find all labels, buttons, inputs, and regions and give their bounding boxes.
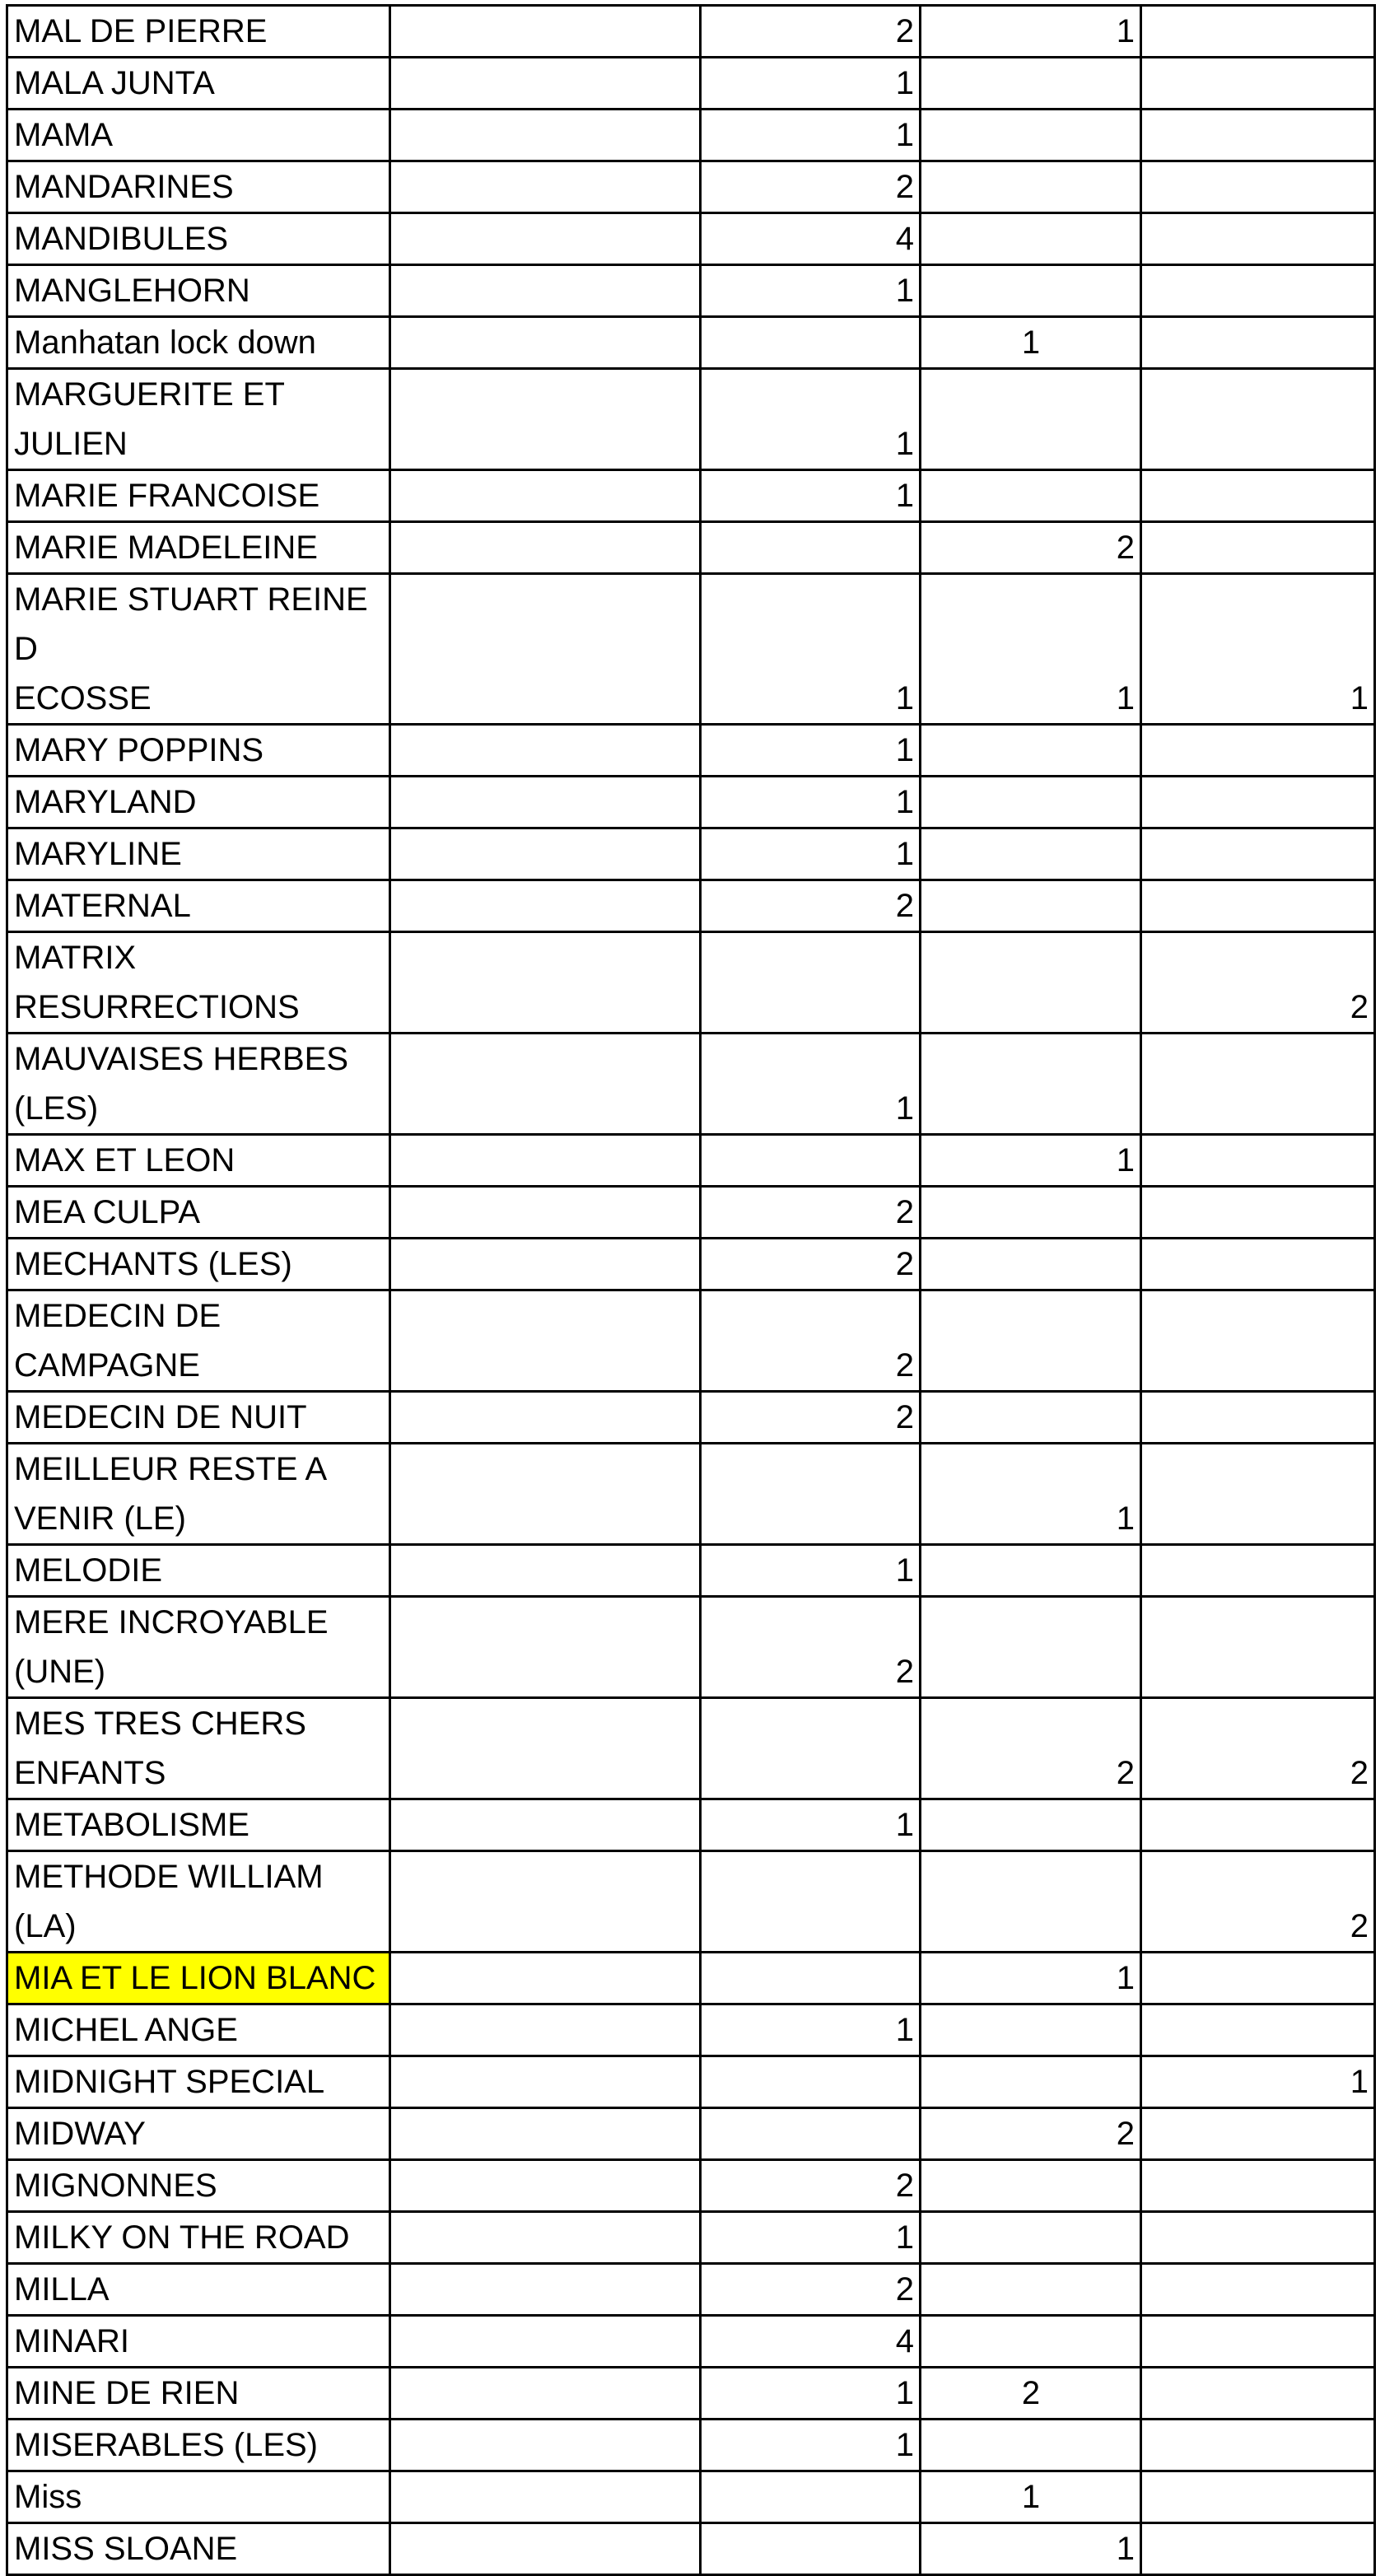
count-cell[interactable]: 1: [701, 1799, 921, 1851]
title-cell[interactable]: MAX ET LEON: [7, 1135, 390, 1187]
count-cell[interactable]: [921, 880, 1141, 932]
count-cell[interactable]: [1141, 2523, 1375, 2575]
count-cell[interactable]: [701, 932, 921, 1034]
count-cell[interactable]: [921, 2420, 1141, 2471]
title-cell[interactable]: MEILLEUR RESTE A VENIR (LE): [7, 1444, 390, 1545]
table-row: [7, 932, 1375, 1034]
count-cell[interactable]: 1: [701, 725, 921, 777]
count-cell[interactable]: [921, 2056, 1141, 2108]
title-cell[interactable]: MANDIBULES: [7, 213, 390, 265]
title-cell[interactable]: Miss: [7, 2471, 390, 2523]
title-cell[interactable]: MIDNIGHT SPECIAL: [7, 2056, 390, 2108]
title-cell[interactable]: MISS SLOANE: [7, 2523, 390, 2575]
count-cell[interactable]: [1141, 828, 1375, 880]
title-cell[interactable]: MINARI: [7, 2316, 390, 2368]
table-row: [7, 522, 1375, 574]
empty-cell[interactable]: [390, 2160, 701, 2212]
title-cell[interactable]: MARIE FRANCOISE: [7, 470, 390, 522]
count-cell[interactable]: 1: [921, 2471, 1141, 2523]
empty-cell[interactable]: [390, 213, 701, 265]
empty-cell[interactable]: [390, 470, 701, 522]
count-cell[interactable]: [921, 1187, 1141, 1239]
table-row: [7, 2108, 1375, 2160]
title-cell[interactable]: MINE DE RIEN: [7, 2368, 390, 2420]
table-row: [7, 777, 1375, 828]
title-cell[interactable]: MAL DE PIERRE: [7, 6, 390, 58]
table-row: [7, 1953, 1375, 2004]
empty-cell[interactable]: [390, 2056, 701, 2108]
count-cell[interactable]: [921, 58, 1141, 110]
count-cell[interactable]: [921, 1290, 1141, 1392]
title-cell[interactable]: MEDECIN DE CAMPAGNE: [7, 1290, 390, 1392]
empty-cell[interactable]: [390, 2264, 701, 2316]
count-cell[interactable]: 2: [921, 2368, 1141, 2420]
empty-cell[interactable]: [390, 1597, 701, 1698]
table-row: [7, 880, 1375, 932]
empty-cell[interactable]: [390, 58, 701, 110]
empty-cell[interactable]: [390, 2212, 701, 2264]
count-cell[interactable]: 1: [921, 574, 1141, 725]
title-cell[interactable]: MIA ET LE LION BLANC: [7, 1953, 390, 2004]
title-cell[interactable]: MIGNONNES: [7, 2160, 390, 2212]
count-cell[interactable]: [921, 1799, 1141, 1851]
empty-cell[interactable]: [390, 1392, 701, 1444]
title-cell[interactable]: MARYLINE: [7, 828, 390, 880]
count-cell[interactable]: 1: [701, 1545, 921, 1597]
count-cell[interactable]: [921, 777, 1141, 828]
count-cell[interactable]: [1141, 1135, 1375, 1187]
count-cell[interactable]: 2: [701, 2160, 921, 2212]
count-cell[interactable]: 1: [701, 265, 921, 317]
count-cell[interactable]: [1141, 317, 1375, 369]
count-cell[interactable]: 1: [701, 1034, 921, 1135]
title-cell[interactable]: MERE INCROYABLE (UNE): [7, 1597, 390, 1698]
table-row: [7, 1034, 1375, 1135]
count-cell[interactable]: [921, 1851, 1141, 1953]
count-cell[interactable]: [701, 2471, 921, 2523]
count-cell[interactable]: [1141, 470, 1375, 522]
title-cell[interactable]: MISERABLES (LES): [7, 2420, 390, 2471]
spreadsheet-table: [6, 4, 1376, 2576]
count-cell[interactable]: [701, 1851, 921, 1953]
title-cell[interactable]: MATERNAL: [7, 880, 390, 932]
empty-cell[interactable]: [390, 1290, 701, 1392]
title-cell[interactable]: MILLA: [7, 2264, 390, 2316]
table-row: [7, 1135, 1375, 1187]
count-cell[interactable]: [701, 1953, 921, 2004]
title-cell[interactable]: MIDWAY: [7, 2108, 390, 2160]
empty-cell[interactable]: [390, 1135, 701, 1187]
title-cell[interactable]: MAMA: [7, 110, 390, 161]
count-cell[interactable]: [1141, 265, 1375, 317]
count-cell[interactable]: [701, 1135, 921, 1187]
count-cell[interactable]: 2: [921, 2108, 1141, 2160]
count-cell[interactable]: [1141, 2368, 1375, 2420]
title-cell[interactable]: METABOLISME: [7, 1799, 390, 1851]
count-cell[interactable]: 2: [1141, 932, 1375, 1034]
count-cell[interactable]: 1: [921, 317, 1141, 369]
empty-cell[interactable]: [390, 2368, 701, 2420]
count-cell[interactable]: 1: [701, 828, 921, 880]
count-cell[interactable]: [701, 2056, 921, 2108]
count-cell[interactable]: [1141, 2160, 1375, 2212]
empty-cell[interactable]: [390, 317, 701, 369]
table-row: [7, 110, 1375, 161]
empty-cell[interactable]: [390, 1698, 701, 1799]
table-row: [7, 1851, 1375, 1953]
title-cell[interactable]: MES TRES CHERS ENFANTS: [7, 1698, 390, 1799]
count-cell[interactable]: [1141, 2420, 1375, 2471]
title-cell[interactable]: MARGUERITE ET JULIEN: [7, 369, 390, 470]
table-row: [7, 1290, 1375, 1392]
empty-cell[interactable]: [390, 110, 701, 161]
count-cell[interactable]: 2: [701, 1597, 921, 1698]
title-cell[interactable]: MAUVAISES HERBES (LES): [7, 1034, 390, 1135]
empty-cell[interactable]: [390, 932, 701, 1034]
count-cell[interactable]: 1: [701, 58, 921, 110]
empty-cell[interactable]: [390, 574, 701, 725]
count-cell[interactable]: 1: [921, 2523, 1141, 2575]
count-cell[interactable]: [1141, 2471, 1375, 2523]
count-cell[interactable]: 4: [701, 2316, 921, 2368]
table-row: [7, 58, 1375, 110]
empty-cell[interactable]: [390, 828, 701, 880]
title-cell[interactable]: MEDECIN DE NUIT: [7, 1392, 390, 1444]
count-cell[interactable]: 1: [701, 777, 921, 828]
table-row: [7, 213, 1375, 265]
count-cell[interactable]: [1141, 2004, 1375, 2056]
empty-cell[interactable]: [390, 369, 701, 470]
count-cell[interactable]: [701, 317, 921, 369]
count-cell[interactable]: 1: [1141, 574, 1375, 725]
count-cell[interactable]: 1: [701, 2368, 921, 2420]
table-row: [7, 2523, 1375, 2575]
count-cell[interactable]: 2: [701, 1392, 921, 1444]
count-cell[interactable]: [921, 2160, 1141, 2212]
table-row: [7, 470, 1375, 522]
title-cell[interactable]: MICHEL ANGE: [7, 2004, 390, 2056]
spreadsheet-body: [7, 6, 1375, 2575]
empty-cell[interactable]: [390, 2316, 701, 2368]
count-cell[interactable]: [1141, 1444, 1375, 1545]
count-cell[interactable]: 1: [921, 6, 1141, 58]
count-cell[interactable]: [1141, 1034, 1375, 1135]
table-row: [7, 2212, 1375, 2264]
count-cell[interactable]: [921, 932, 1141, 1034]
count-cell[interactable]: 1: [701, 2004, 921, 2056]
table-row: [7, 1698, 1375, 1799]
count-cell[interactable]: [921, 2212, 1141, 2264]
count-cell[interactable]: 1: [701, 470, 921, 522]
count-cell[interactable]: [1141, 522, 1375, 574]
count-cell[interactable]: [921, 470, 1141, 522]
empty-cell[interactable]: [390, 1239, 701, 1290]
table-row: [7, 828, 1375, 880]
count-cell[interactable]: 2: [921, 522, 1141, 574]
count-cell[interactable]: [1141, 1953, 1375, 2004]
title-cell[interactable]: MATRIX RESURRECTIONS: [7, 932, 390, 1034]
title-cell[interactable]: MECHANTS (LES): [7, 1239, 390, 1290]
count-cell[interactable]: [1141, 2212, 1375, 2264]
table-row: [7, 2160, 1375, 2212]
count-cell[interactable]: 1: [701, 2420, 921, 2471]
empty-cell[interactable]: [390, 1034, 701, 1135]
count-cell[interactable]: [1141, 1799, 1375, 1851]
count-cell[interactable]: 2: [701, 161, 921, 213]
empty-cell[interactable]: [390, 522, 701, 574]
empty-cell[interactable]: [390, 725, 701, 777]
empty-cell[interactable]: [390, 6, 701, 58]
count-cell[interactable]: 2: [701, 1239, 921, 1290]
title-cell[interactable]: MANDARINES: [7, 161, 390, 213]
table-row: [7, 2264, 1375, 2316]
empty-cell[interactable]: [390, 161, 701, 213]
count-cell[interactable]: 2: [1141, 1851, 1375, 1953]
title-cell[interactable]: MANGLEHORN: [7, 265, 390, 317]
count-cell[interactable]: [921, 828, 1141, 880]
count-cell[interactable]: 2: [701, 1290, 921, 1392]
count-cell[interactable]: [921, 725, 1141, 777]
table-row: [7, 317, 1375, 369]
count-cell[interactable]: [921, 265, 1141, 317]
count-cell[interactable]: 2: [701, 2264, 921, 2316]
count-cell[interactable]: [1141, 1392, 1375, 1444]
count-cell[interactable]: [921, 110, 1141, 161]
count-cell[interactable]: [1141, 1597, 1375, 1698]
title-cell[interactable]: Manhatan lock down: [7, 317, 390, 369]
empty-cell[interactable]: [390, 880, 701, 932]
table-row: [7, 1444, 1375, 1545]
table-row: [7, 265, 1375, 317]
count-cell[interactable]: 1: [921, 1444, 1141, 1545]
count-cell[interactable]: [701, 522, 921, 574]
count-cell[interactable]: [921, 369, 1141, 470]
empty-cell[interactable]: [390, 1545, 701, 1597]
table-row: [7, 1187, 1375, 1239]
table-row: [7, 2056, 1375, 2108]
count-cell[interactable]: [701, 2108, 921, 2160]
title-cell[interactable]: METHODE WILLIAM (LA): [7, 1851, 390, 1953]
count-cell[interactable]: [921, 161, 1141, 213]
count-cell[interactable]: [1141, 2108, 1375, 2160]
count-cell[interactable]: 2: [701, 880, 921, 932]
table-row: [7, 574, 1375, 725]
count-cell[interactable]: 1: [701, 574, 921, 725]
count-cell[interactable]: [1141, 2316, 1375, 2368]
count-cell[interactable]: [1141, 1545, 1375, 1597]
count-cell[interactable]: 1: [701, 2212, 921, 2264]
count-cell[interactable]: [921, 1392, 1141, 1444]
count-cell[interactable]: 4: [701, 213, 921, 265]
empty-cell[interactable]: [390, 777, 701, 828]
count-cell[interactable]: 1: [921, 1953, 1141, 2004]
table-row: [7, 1545, 1375, 1597]
count-cell[interactable]: [921, 213, 1141, 265]
count-cell[interactable]: [1141, 725, 1375, 777]
count-cell[interactable]: [1141, 2264, 1375, 2316]
empty-cell[interactable]: [390, 2523, 701, 2575]
count-cell[interactable]: [1141, 369, 1375, 470]
title-cell[interactable]: MARIE MADELEINE: [7, 522, 390, 574]
table-row: [7, 2368, 1375, 2420]
title-cell[interactable]: MALA JUNTA: [7, 58, 390, 110]
count-cell[interactable]: [1141, 58, 1375, 110]
empty-cell[interactable]: [390, 2471, 701, 2523]
count-cell[interactable]: 1: [1141, 2056, 1375, 2108]
title-cell[interactable]: MARYLAND: [7, 777, 390, 828]
empty-cell[interactable]: [390, 1851, 701, 1953]
table-row: [7, 2420, 1375, 2471]
empty-cell[interactable]: [390, 2420, 701, 2471]
count-cell[interactable]: [921, 2004, 1141, 2056]
count-cell[interactable]: [1141, 161, 1375, 213]
count-cell[interactable]: 1: [921, 1135, 1141, 1187]
count-cell[interactable]: [921, 1545, 1141, 1597]
count-cell[interactable]: [1141, 6, 1375, 58]
count-cell[interactable]: 1: [701, 110, 921, 161]
count-cell[interactable]: [921, 2316, 1141, 2368]
table-row: [7, 1392, 1375, 1444]
count-cell[interactable]: [701, 1698, 921, 1799]
table-row: [7, 2471, 1375, 2523]
title-cell[interactable]: MILKY ON THE ROAD: [7, 2212, 390, 2264]
count-cell[interactable]: [1141, 213, 1375, 265]
table-row: [7, 2004, 1375, 2056]
table-row: [7, 1239, 1375, 1290]
title-cell[interactable]: MARY POPPINS: [7, 725, 390, 777]
count-cell[interactable]: [1141, 110, 1375, 161]
title-cell[interactable]: MELODIE: [7, 1545, 390, 1597]
count-cell[interactable]: 2: [921, 1698, 1141, 1799]
table-row: [7, 1597, 1375, 1698]
count-cell[interactable]: [1141, 1239, 1375, 1290]
count-cell[interactable]: [921, 1034, 1141, 1135]
count-cell[interactable]: [701, 1444, 921, 1545]
title-cell[interactable]: MARIE STUART REINE D ECOSSE: [7, 574, 390, 725]
empty-cell[interactable]: [390, 2004, 701, 2056]
count-cell[interactable]: 2: [701, 1187, 921, 1239]
count-cell[interactable]: [1141, 777, 1375, 828]
count-cell[interactable]: [921, 2264, 1141, 2316]
empty-cell[interactable]: [390, 1187, 701, 1239]
table-row: [7, 161, 1375, 213]
table-row: [7, 369, 1375, 470]
count-cell[interactable]: [1141, 1290, 1375, 1392]
count-cell[interactable]: [1141, 880, 1375, 932]
empty-cell[interactable]: [390, 1444, 701, 1545]
count-cell[interactable]: 1: [701, 369, 921, 470]
empty-cell[interactable]: [390, 1953, 701, 2004]
title-cell[interactable]: MEA CULPA: [7, 1187, 390, 1239]
table-row: [7, 6, 1375, 58]
count-cell[interactable]: 2: [701, 6, 921, 58]
count-cell[interactable]: [701, 2523, 921, 2575]
empty-cell[interactable]: [390, 1799, 701, 1851]
empty-cell[interactable]: [390, 2108, 701, 2160]
table-row: [7, 1799, 1375, 1851]
empty-cell[interactable]: [390, 265, 701, 317]
count-cell[interactable]: [921, 1597, 1141, 1698]
table-row: [7, 2316, 1375, 2368]
table-row: [7, 725, 1375, 777]
count-cell[interactable]: [921, 1239, 1141, 1290]
count-cell[interactable]: [1141, 1187, 1375, 1239]
count-cell[interactable]: 2: [1141, 1698, 1375, 1799]
